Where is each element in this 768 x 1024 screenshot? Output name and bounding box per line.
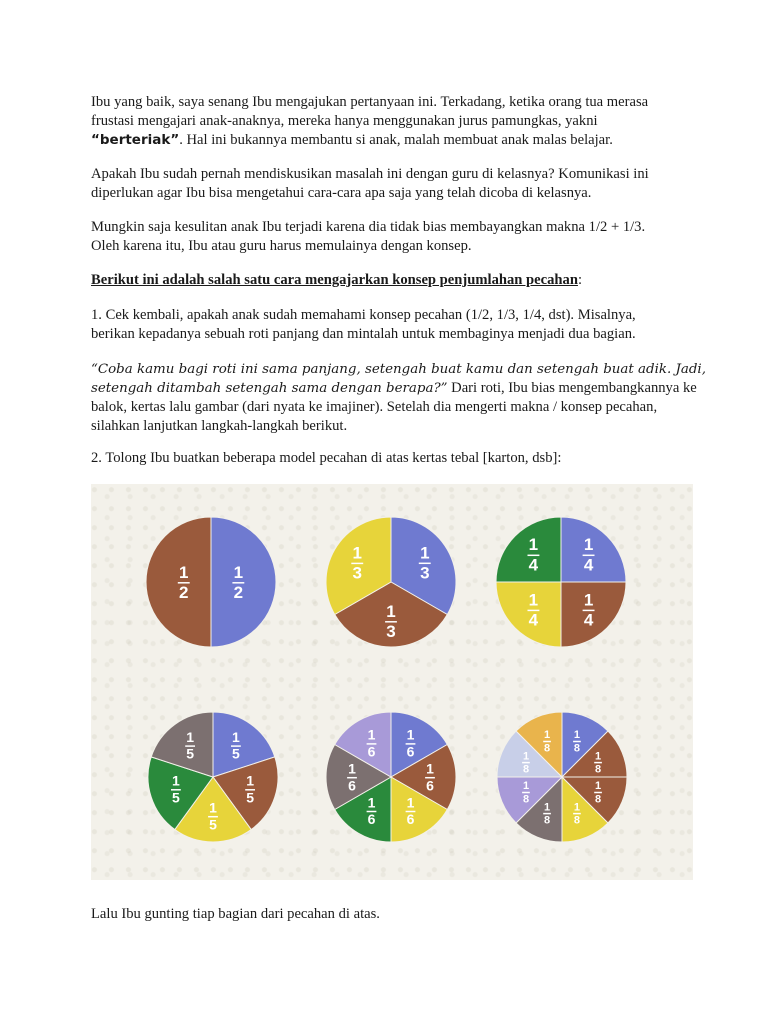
- section-heading-colon: :: [577, 272, 583, 288]
- fraction-label: [543, 801, 551, 826]
- fraction-numerator: 1: [594, 780, 602, 793]
- para3-line-2: Oleh karena itu, Ibu atau guru harus memulainya dengan konsep.: [91, 238, 472, 254]
- fraction-circle-1-2: [146, 517, 276, 647]
- fraction-circles-figure: [91, 484, 693, 880]
- fraction-label: [231, 729, 241, 762]
- fraction-denominator: 2: [233, 583, 244, 603]
- fraction-label: [406, 794, 416, 827]
- fraction-denominator: 6: [367, 811, 376, 828]
- fraction-numerator: 1: [352, 543, 362, 563]
- quote-line-3: balok, kertas lalu gambar (dari nyata ke imajiner). Setelah dia mengerti makna / konsep pecahan,: [91, 399, 658, 415]
- fraction-label: [594, 780, 602, 805]
- fraction-label: [347, 761, 357, 794]
- fraction-numerator: 1: [583, 590, 594, 610]
- fraction-denominator: 6: [406, 811, 415, 828]
- quote-line-4: silahkan lanjutkan langkah-langkah berikut.: [91, 418, 348, 434]
- intro-line-3-rest: . Hal ini bukannya membantu si anak, malah membuat anak malas belajar.: [179, 132, 613, 148]
- fraction-denominator: 8: [573, 814, 580, 827]
- fraction-denominator: 8: [594, 763, 602, 776]
- fraction-denominator: 8: [544, 742, 551, 755]
- fraction-denominator: 3: [352, 563, 362, 583]
- fraction-denominator: 8: [573, 742, 580, 755]
- fraction-label: [178, 563, 190, 602]
- quote-line-2-rest: Dari roti, Ibu bias mengembangkannya ke: [447, 380, 697, 396]
- fraction-denominator: 8: [522, 793, 530, 806]
- fraction-label: [528, 590, 540, 629]
- closing-line-1: Lalu Ibu gunting tiap bagian dari pecahan di atas.: [91, 906, 380, 922]
- fraction-denominator: 4: [583, 610, 594, 630]
- fraction-numerator: 1: [528, 535, 539, 555]
- fraction-numerator: 1: [544, 801, 551, 814]
- fraction-numerator: 1: [573, 729, 580, 742]
- quote-line-1: “Coba kamu bagi roti ini sama panjang, setengah buat kamu dan setengah buat adik. Jadi,: [91, 362, 706, 377]
- fraction-numerator: 1: [583, 535, 594, 555]
- fraction-numerator: 1: [209, 799, 217, 816]
- fraction-label: [185, 729, 195, 762]
- fraction-numerator: 1: [367, 726, 376, 743]
- fraction-label: [171, 773, 181, 806]
- fraction-numerator: 1: [406, 794, 415, 811]
- fraction-label: [543, 729, 551, 754]
- fraction-numerator: 1: [594, 750, 602, 763]
- fraction-label: [406, 727, 416, 760]
- fraction-label: [522, 780, 530, 805]
- intro-line-1: Ibu yang baik, saya senang Ibu mengajukan pertanyaan ini. Terkadang, ketika orang tua merasa: [91, 94, 649, 110]
- quote-paragraph: [91, 360, 706, 436]
- fraction-denominator: 8: [522, 763, 530, 776]
- fraction-numerator: 1: [186, 728, 194, 745]
- fraction-label: [573, 729, 581, 754]
- paragraph-2: [91, 165, 691, 203]
- step2-line-1: 2. Tolong Ibu buatkan beberapa model pecahan di atas kertas tebal [karton, dsb]:: [91, 450, 562, 466]
- fraction-label: [367, 727, 377, 760]
- fraction-numerator: 1: [522, 750, 530, 763]
- quote-line-2-italic: setengah ditambah setengah sama dengan berapa?”: [91, 381, 448, 396]
- fraction-label: [583, 535, 595, 574]
- intro-paragraph: [91, 93, 691, 150]
- fraction-circle-1-3: [326, 517, 456, 647]
- fraction-denominator: 5: [172, 789, 180, 806]
- fraction-denominator: 6: [406, 743, 415, 760]
- fraction-denominator: 6: [348, 777, 356, 794]
- fraction-numerator: 1: [233, 562, 244, 582]
- fraction-slice: [211, 517, 276, 647]
- fraction-slice: [561, 517, 626, 582]
- para2-line-1: Apakah Ibu sudah pernah mendiskusikan masalah ini dengan guru di kelasnya? Komunikasi ini: [91, 166, 649, 182]
- fraction-label: [594, 750, 602, 775]
- fraction-denominator: 5: [232, 745, 240, 762]
- intro-line-3: [91, 131, 691, 150]
- fraction-circles-svg: [91, 484, 693, 880]
- fraction-label: [351, 543, 363, 582]
- section-heading: [91, 271, 691, 290]
- intro-line-2: frustasi mengajari anak-anaknya, mereka hanya menggunakan jurus pamungkas, yakni: [91, 113, 598, 129]
- fraction-circle-1-4: [496, 517, 626, 647]
- fraction-numerator: 1: [172, 772, 180, 789]
- fraction-numerator: 1: [246, 772, 254, 789]
- fraction-numerator: 1: [544, 729, 551, 742]
- closing-paragraph: [91, 905, 691, 924]
- fraction-label: [232, 563, 244, 602]
- fraction-denominator: 4: [528, 555, 539, 575]
- fraction-denominator: 3: [420, 563, 430, 583]
- step-2-paragraph: [91, 449, 691, 468]
- fraction-circle-1-8: [497, 712, 627, 842]
- bold-word: “berteriak”: [91, 132, 180, 148]
- fraction-denominator: 8: [544, 814, 551, 827]
- fraction-denominator: 5: [209, 816, 217, 833]
- fraction-label: [367, 794, 377, 827]
- fraction-numerator: 1: [528, 590, 539, 610]
- fraction-denominator: 5: [246, 789, 254, 806]
- fraction-label: [522, 750, 530, 775]
- fraction-denominator: 6: [367, 743, 376, 760]
- fraction-denominator: 2: [178, 583, 189, 603]
- fraction-numerator: 1: [232, 728, 240, 745]
- fraction-numerator: 1: [522, 780, 530, 793]
- fraction-denominator: 5: [186, 745, 194, 762]
- fraction-numerator: 1: [367, 794, 376, 811]
- step1-line-2: berikan kepadanya sebuah roti panjang dan mintalah untuk membaginya menjadi dua bagian.: [91, 326, 636, 342]
- para2-line-2: diperlukan agar Ibu bisa mengetahui cara-cara apa saja yang telah dicoba di kelasnya.: [91, 185, 592, 201]
- fraction-denominator: 3: [386, 622, 396, 642]
- fraction-slice: [561, 582, 626, 647]
- fraction-numerator: 1: [178, 562, 189, 582]
- fraction-slice: [146, 517, 211, 647]
- fraction-label: [425, 761, 435, 794]
- fraction-label: [583, 590, 595, 629]
- fraction-numerator: 1: [386, 601, 396, 621]
- fraction-label: [385, 602, 397, 641]
- fraction-circle-1-6: [326, 712, 456, 842]
- fraction-numerator: 1: [348, 760, 356, 777]
- fraction-denominator: 4: [528, 610, 539, 630]
- section-heading-text: Berikut ini adalah salah satu cara mengajarkan konsep penjumlahan pecahan: [91, 272, 578, 288]
- fraction-numerator: 1: [420, 543, 430, 563]
- fraction-circle-1-5: [148, 712, 278, 842]
- fraction-denominator: 6: [426, 777, 434, 794]
- paragraph-3: [91, 218, 691, 256]
- step-1-paragraph: [91, 306, 691, 344]
- fraction-numerator: 1: [426, 760, 434, 777]
- quote-line-2: [91, 379, 697, 398]
- step1-line-1: 1. Cek kembali, apakah anak sudah memahami konsep pecahan (1/2, 1/3, 1/4, dst). Misalnya,: [91, 307, 636, 323]
- fraction-label: [208, 800, 218, 833]
- para3-line-1: Mungkin saja kesulitan anak Ibu terjadi karena dia tidak bias membayangkan makna 1/2 + 1/3.: [91, 219, 646, 235]
- fraction-numerator: 1: [406, 726, 415, 743]
- fraction-numerator: 1: [573, 801, 580, 814]
- fraction-label: [419, 543, 431, 582]
- fraction-denominator: 8: [594, 793, 602, 806]
- fraction-label: [528, 535, 540, 574]
- fraction-denominator: 4: [583, 555, 594, 575]
- fraction-label: [245, 773, 255, 806]
- fraction-label: [573, 801, 581, 826]
